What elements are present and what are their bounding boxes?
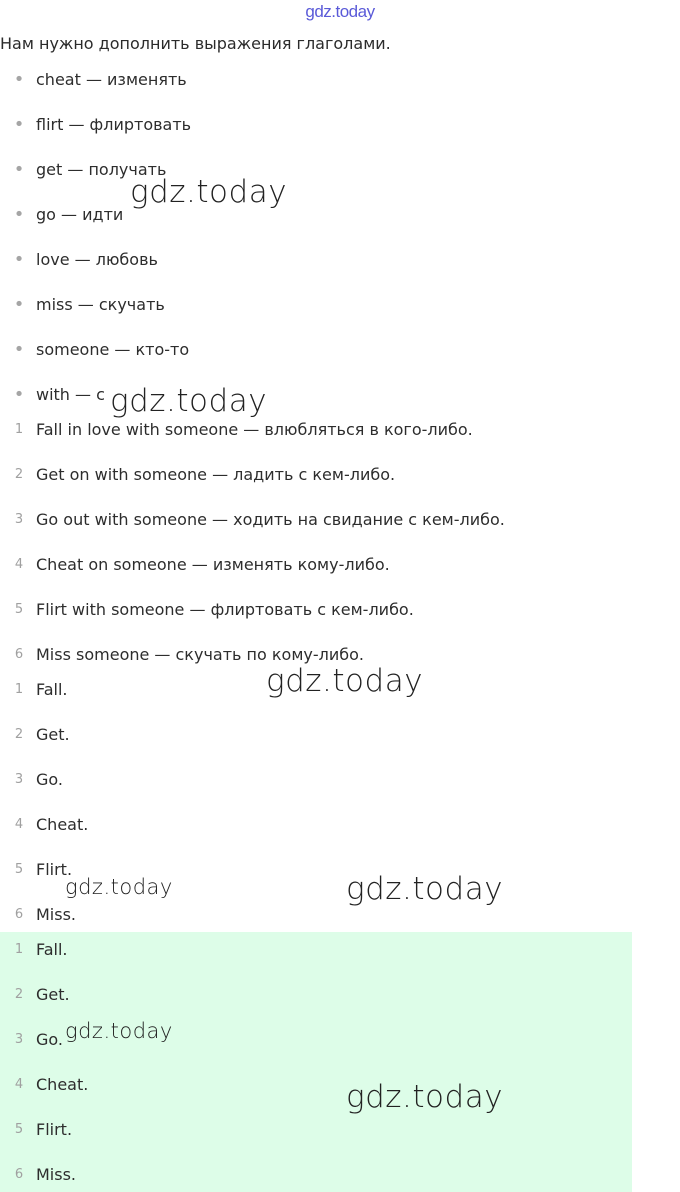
item-number: 5 — [14, 862, 24, 877]
watermark: gdz.today — [346, 871, 504, 907]
expression-text: Flirt with someone — флиртовать с кем-либо. — [36, 600, 414, 619]
watermark: gdz.today — [65, 1019, 173, 1043]
expression-text: Miss someone — скучать по кому-либо. — [36, 645, 364, 664]
watermark: gdz.today — [346, 1079, 504, 1115]
vocab-text: get — получать — [36, 160, 167, 179]
expression-text: Cheat on someone — изменять кому-либо. — [36, 555, 390, 574]
vocab-text: someone — кто-то — [36, 340, 190, 359]
bullet-icon: • — [13, 384, 25, 405]
vocab-text: flirt — флиртовать — [36, 115, 192, 134]
final-answer-text: Flirt. — [36, 1120, 73, 1139]
bullet-icon: • — [13, 204, 25, 225]
item-number: 4 — [14, 557, 24, 572]
item-number: 4 — [14, 1077, 24, 1092]
answer-text: Get. — [36, 725, 70, 744]
final-answer-text: Miss. — [36, 1165, 77, 1184]
watermark: gdz.today — [266, 663, 424, 699]
answer-text: Go. — [36, 770, 63, 789]
final-answer-highlight — [0, 932, 632, 1192]
answer-text: Cheat. — [36, 815, 89, 834]
expression-text: Fall in love with someone — влюбляться в кого-либо. — [36, 420, 473, 439]
item-number: 3 — [14, 1032, 24, 1047]
item-number: 6 — [14, 1167, 24, 1182]
watermark: gdz.today — [110, 383, 268, 419]
item-number: 5 — [14, 602, 24, 617]
watermark: gdz.today — [65, 875, 173, 899]
bullet-icon: • — [13, 249, 25, 270]
watermark: gdz.today — [130, 174, 288, 210]
vocab-text: go — идти — [36, 205, 124, 224]
item-number: 5 — [14, 1122, 24, 1137]
vocab-text: miss — скучать — [36, 295, 165, 314]
item-number: 6 — [14, 647, 24, 662]
expression-text: Get on with someone — ладить с кем-либо. — [36, 465, 396, 484]
answer-text: Miss. — [36, 905, 77, 924]
final-answer-text: Go. — [36, 1030, 63, 1049]
item-number: 2 — [14, 727, 24, 742]
answer-text: Flirt. — [36, 860, 73, 879]
item-number: 4 — [14, 817, 24, 832]
final-answer-text: Get. — [36, 985, 70, 1004]
item-number: 3 — [14, 512, 24, 527]
intro-text: Нам нужно дополнить выражения глаголами. — [0, 34, 391, 53]
header-watermark: gdz.today — [305, 2, 375, 21]
item-number: 1 — [14, 942, 24, 957]
final-answer-text: Fall. — [36, 940, 68, 959]
item-number: 6 — [14, 907, 24, 922]
item-number: 1 — [14, 422, 24, 437]
vocab-text: cheat — изменять — [36, 70, 187, 89]
bullet-icon: • — [13, 114, 25, 135]
item-number: 3 — [14, 772, 24, 787]
bullet-icon: • — [13, 294, 25, 315]
final-answer-text: Cheat. — [36, 1075, 89, 1094]
bullet-icon: • — [13, 339, 25, 360]
answer-text: Fall. — [36, 680, 68, 699]
item-number: 2 — [14, 987, 24, 1002]
bullet-icon: • — [13, 159, 25, 180]
bullet-icon: • — [13, 69, 25, 90]
expression-text: Go out with someone — ходить на свидание с кем-либо. — [36, 510, 505, 529]
vocab-text: love — любовь — [36, 250, 158, 269]
item-number: 2 — [14, 467, 24, 482]
vocab-text: with — с — [36, 385, 105, 404]
item-number: 1 — [14, 682, 24, 697]
